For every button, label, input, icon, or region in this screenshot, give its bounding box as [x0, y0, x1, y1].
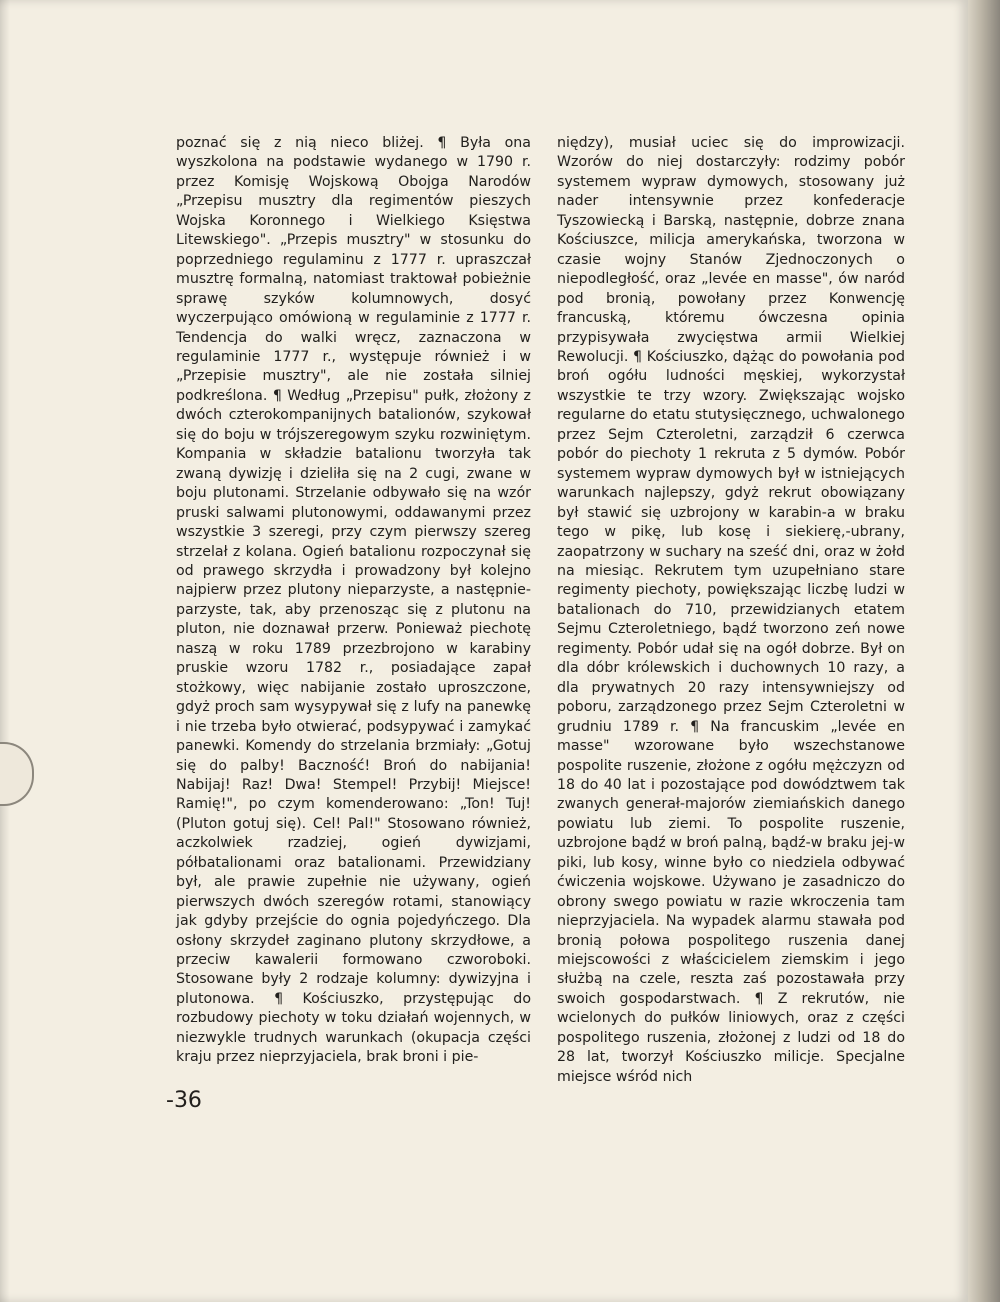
right-text-column	[557, 134, 905, 1087]
binding-shadow	[0, 0, 10, 1302]
page-number: -36	[166, 1088, 202, 1113]
book-edge	[968, 0, 1000, 1302]
left-column-text: poznać się z nią nieco bliżej. ¶ Była ona wyszkolona na podstawie wydanego w 1790 r. przez Komisję Wojskową Obojga Narodów „Przepisu musztry dla regimentów pieszych Wojska Koronnego i Wielkiego Księstwa Litewskiego". „Przepis musztry" w stosunku do poprzedniego regulaminu z 1777 r. upraszczał musztrę formalną, natomiast traktował pobieżnie sprawę szyków kolumnowych, dosyć wyczerpująco omówioną w regulaminie z 1777 r. Tendencja do walki wręcz, zaznaczona w regulaminie 1777 r., występuje również i w „Przepisie musztry", ale nie została silniej podkreślona. ¶ Według „Przepisu" pułk, złożony z dwóch czterokompanijnych batalionów, szykował się do boju w trójszeregowym szyku rozwiniętym. Kompania w składzie batalionu tworzyła tak zwaną dywizję i dzieliła się na 2 cugi, zwane w boju plutonami. Strzelanie odbywało się na wzór pruski salwami plutonowymi, oddawanymi przez wszystkie 3 szeregi, przy czym pierwszy szereg strzelał z kolana. Ogień batalionu rozpoczynał się od prawego skrzydła i prowadzony był kolejno najpierw przez plutony nieparzyste, a następnie-parzyste, tak, aby przenosząc się z plutonu na pluton, nie doznawał przerw. Ponieważ piechotę naszą w roku 1789 przezbrojono w karabiny pruskie wzoru 1782 r., posiadające zapał stożkowy, więc nabijanie zostało uproszczone, gdyż proch sam wysypywał się z lufy na panewkę i nie trzeba było otwierać, podsypywać i zamykać panewki. Komendy do strzelania brzmiały: „Gotuj się do palby! Baczność! Broń do nabijania! Nabijaj! Raz! Dwa! Stempel! Przybij! Miejsce! Ramię!", po czym komenderowano: „Ton! Tuj! (Pluton gotuj się). Cel! Pal!" Stosowano również, aczkolwiek rzadziej, ogień dywizjami, półbatalionami oraz batalionami. Przewidziany był, ale prawie zupełnie nie używany, ogień pierwszych dwóch szeregów rotami, stanowiący jak gdyby przejście do ognia pojedyńczego. Dla osłony skrzydeł zaginano plutony skrzydłowe, a przeciw kawalerii formowano czworoboki. Stosowane były 2 rodzaje kolumny: dywizyjna i plutonowa. ¶ Kościuszko, przystępując do rozbudowy piechoty w toku działań wojennych, w niezwykle trudnych warunkach (okupacja części kraju przez nieprzyjaciela, brak broni i pie-	[176, 135, 531, 1066]
left-text-column	[176, 134, 531, 1068]
right-column-text: niędzy), musiał uciec się do improwizacji. Wzorów do niej dostarczyły: rodzimy pobór systemem wypraw dymowych, stosowany już nader intensywnie przez konfederacje Tyszowiecką i Barską, następnie, dobrze znana Kościuszce, milicja amerykańska, tworzona w czasie wojny Stanów Zjednoczonych o niepodległość, oraz „levée en masse", ów naród pod bronią, powołany przez Konwencję francuską, któremu ówczesna opinia przypisywała zwycięstwa armii Wielkiej Rewolucji. ¶ Kościuszko, dążąc do powołania pod broń ogółu ludności męskiej, wykorzystał wszystkie te trzy wzory. Zwiększając wojsko regularne do etatu stutysięcznego, uchwalonego przez Sejm Czteroletni, zarządził 6 czerwca pobór do piechoty 1 rekruta z 5 dymów. Pobór systemem wypraw dymowych był w istniejących warunkach najlepszy, gdyż rekrut obowiązany był stawić się uzbrojony w karabin-a w braku tego w pikę, lub kosę i siekierę,-ubrany, zaopatrzony w suchary na sześć dni, oraz w żołd na miesiąc. Rekrutem tym uzupełniano stare regimenty piechoty, powiększając liczbę ludzi w batalionach do 710, przewidzianych etatem Sejmu Czteroletniego, bądź tworzono zeń nowe regimenty. Pobór udał się na ogół dobrze. Był on dla dóbr królewskich i duchownych 10 razy, a dla prywatnych 20 razy intensywniejszy od poboru, zarządzonego przez Sejm Czteroletni w grudniu 1789 r. ¶ Na francuskim „levée en masse" wzorowane było wszechstanowe pospolite ruszenie, złożone z ogółu mężczyzn od 18 do 40 lat i pozostające pod dowództwem tak zwanych generał-majorów ziemiańskich danego powiatu lub ziemi. To pospolite ruszenie, uzbrojone bądź w broń palną, bądź-w braku jej-w piki, lub kosy, winne było co niedziela odbywać ćwiczenia wojskowe. Używano je zasadniczo do obrony swego powiatu w razie wkroczenia tam nieprzyjaciela. Na wypadek alarmu stawała pod bronią połowa pospolitego ruszenia danej miejscowości z właścicielem ziemskim i jego służbą na czele, reszta zaś pozostawała przy swoich gospodarstwach. ¶ Z rekrutów, nie wcielonych do pułków liniowych, oraz z części pospolitego ruszenia, złożonej z ludzi od 18 do 28 lat, tworzył Kościuszko milicje. Specjalne miejsce wśród nich	[557, 135, 905, 1085]
page-tab-marker	[0, 742, 34, 806]
